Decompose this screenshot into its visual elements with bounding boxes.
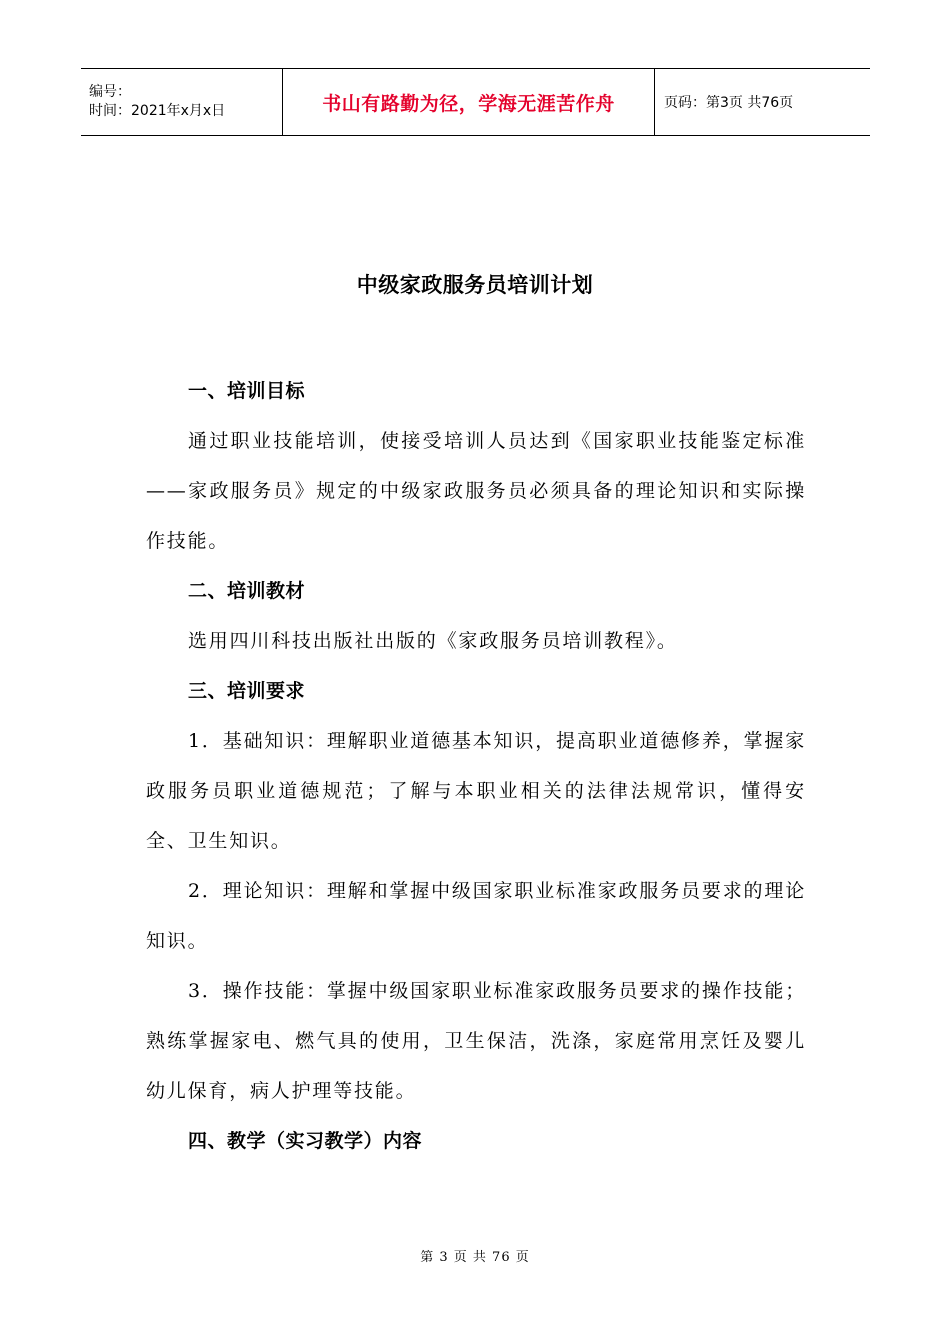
page-header-table xyxy=(81,68,870,136)
section-heading-teaching-content: 四、教学（实习教学）内容 xyxy=(188,1130,423,1152)
header-meta-cell xyxy=(81,69,283,135)
paragraph-theory-knowledge: 2．理论知识：理解和掌握中级国家职业标准家政服务员要求的理论知识。 xyxy=(146,880,806,952)
paragraph-basic-knowledge: 1．基础知识：理解职业道德基本知识，提高职业道德修养，掌握家政服务员职业道德规范；了解与本职业相关的法律法规常识，懂得安全、卫生知识。 xyxy=(146,730,806,852)
document-title: 中级家政服务员培训计划 xyxy=(356,273,594,297)
document-body xyxy=(146,366,806,1166)
document-date-label: 时间：2021年x月x日 xyxy=(89,103,226,119)
section-heading-training-requirements: 三、培训要求 xyxy=(188,680,306,702)
document-number-label: 编号： xyxy=(89,84,131,100)
paragraph-training-materials: 选用四川科技出版社出版的《家政服务员培训教程》。 xyxy=(188,630,678,652)
section-heading-training-materials: 二、培训教材 xyxy=(188,580,306,602)
header-page-info: 页码：第3页 共76页 xyxy=(664,95,794,111)
page-footer-number: 第 3 页 共 76 页 xyxy=(420,1250,530,1265)
paragraph-training-goal: 通过职业技能培训，使接受培训人员达到《国家职业技能鉴定标准——家政服务员》规定的中级家政服务员必须具备的理论知识和实际操作技能。 xyxy=(146,430,806,552)
section-heading-training-goal: 一、培训目标 xyxy=(188,380,306,402)
header-motto: 书山有路勤为径，学海无涯苦作舟 xyxy=(283,69,655,135)
paragraph-operation-skills: 3．操作技能：掌握中级国家职业标准家政服务员要求的操作技能；熟练掌握家电、燃气具的使用，卫生保洁，洗涤，家庭常用烹饪及婴儿幼儿保育，病人护理等技能。 xyxy=(146,980,806,1102)
